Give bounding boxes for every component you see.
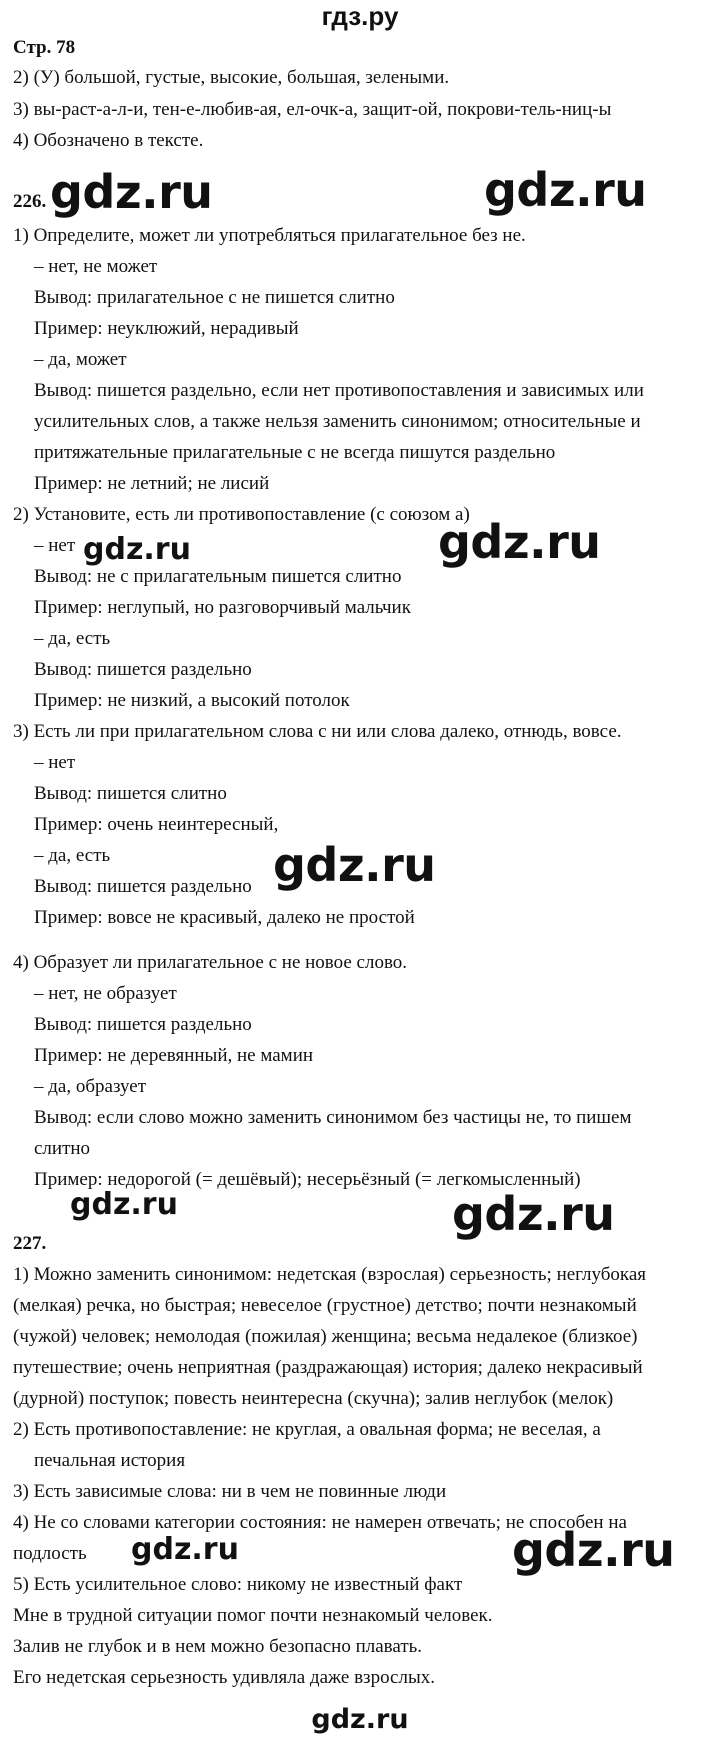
text-line: притяжательные прилагательные с не всегда пишутся раздельно <box>34 442 556 463</box>
exercise-number-226: 226. <box>13 191 47 212</box>
text-line: Пример: неглупый, но разговорчивый мальчик <box>34 597 411 618</box>
text-line: Пример: недорогой (= дешёвый); несерьёзный (= легкомысленный) <box>34 1169 581 1190</box>
text-line: слитно <box>34 1138 91 1159</box>
text-line: 1) Определите, может ли употребляться прилагательное без не. <box>13 225 526 246</box>
text-line: Пример: не деревянный, не мамин <box>34 1045 314 1066</box>
text-line: Пример: не низкий, а высокий потолок <box>34 690 350 711</box>
watermark: gdz.ru <box>273 838 436 892</box>
text-line: 2) Есть противопоставление: не круглая, а овальная форма; не веселая, а <box>13 1419 601 1440</box>
text-line: – нет <box>34 752 76 773</box>
text-line: – нет, не может <box>34 256 158 277</box>
page-reference: Стр. 78 <box>13 37 76 58</box>
text-line: – да, может <box>34 349 127 370</box>
text-line: – да, есть <box>34 628 111 649</box>
text-line: Вывод: пишется раздельно, если нет противопоставления и зависимых или <box>34 380 644 401</box>
text-line: – нет <box>34 535 76 556</box>
text-line: Вывод: пишется слитно <box>34 783 227 804</box>
text-line: 2) (У) большой, густые, высокие, большая, зелеными. <box>13 67 450 88</box>
text-line: Залив не глубок и в нем можно безопасно плавать. <box>13 1636 423 1657</box>
text-line: 2) Установите, есть ли противопоставление (с союзом а) <box>13 504 470 525</box>
text-line: (чужой) человек; немолодая (пожилая) женщина; весьма недалекое (близкое) <box>13 1326 638 1347</box>
watermark: gdz.ru <box>452 1187 615 1241</box>
text-line: печальная история <box>34 1450 186 1471</box>
text-line: подлость <box>13 1543 87 1564</box>
text-line: – да, образует <box>34 1076 147 1097</box>
text-line: усилительных слов, а также нельзя заменить синонимом; относительные и <box>34 411 641 432</box>
text-line: Вывод: не с прилагательным пишется слитно <box>34 566 402 587</box>
watermark: gdz.ru <box>50 165 213 219</box>
site-footer: gdz.ru <box>311 1704 409 1735</box>
watermark: gdz.ru <box>512 1523 675 1577</box>
text-line: 1) Можно заменить синонимом: недетская (взрослая) серьезность; неглубокая <box>13 1264 647 1285</box>
text-line: путешествие; очень неприятная (раздражающая) история; далеко некрасивый <box>13 1357 643 1378</box>
text-line: Вывод: если слово можно заменить синонимом без частицы не, то пишем <box>34 1107 632 1128</box>
text-line: Пример: вовсе не красивый, далеко не простой <box>34 907 415 928</box>
watermark: gdz.ru <box>83 532 191 567</box>
text-line: 5) Есть усилительное слово: никому не известный факт <box>13 1574 463 1595</box>
text-line: – нет, не образует <box>34 983 177 1004</box>
text-line: Вывод: прилагательное с не пишется слитно <box>34 287 395 308</box>
text-line: Пример: очень неинтересный, <box>34 814 279 835</box>
text-line: (мелкая) речка, но быстрая; невеселое (грустное) детство; почти незнакомый <box>13 1295 637 1316</box>
text-line: Мне в трудной ситуации помог почти незнакомый человек. <box>13 1605 493 1626</box>
watermark: gdz.ru <box>70 1187 178 1222</box>
watermark: gdz.ru <box>131 1532 239 1567</box>
text-line: 3) Есть ли при прилагательном слова с ни или слова далеко, отнюдь, вовсе. <box>13 721 622 742</box>
watermark: gdz.ru <box>438 515 601 569</box>
text-line: – да, есть <box>34 845 111 866</box>
text-line: Вывод: пишется раздельно <box>34 1014 252 1035</box>
text-line: 3) вы-раст-а-л-и, тен-е-любив-ая, ел-очк-а, защит-ой, покрови-тель-ниц-ы <box>13 99 612 120</box>
text-line: 4) Образует ли прилагательное с не новое слово. <box>13 952 408 973</box>
text-line: 4) Не со словами категории состояния: не намерен отвечать; не способен на <box>13 1512 627 1533</box>
text-line: Пример: неуклюжий, нерадивый <box>34 318 299 339</box>
text-line: Вывод: пишется раздельно <box>34 659 252 680</box>
text-line: Пример: не летний; не лисий <box>34 473 270 494</box>
exercise-number-227: 227. <box>13 1233 47 1254</box>
text-line: (дурной) поступок; повесть неинтересна (скучна); залив неглубок (мелок) <box>13 1388 614 1409</box>
site-header: гдз.ру <box>321 1 399 31</box>
text-line: Его недетская серьезность удивляла даже взрослых. <box>13 1667 435 1688</box>
text-line: 3) Есть зависимые слова: ни в чем не повинные люди <box>13 1481 447 1502</box>
text-line: Вывод: пишется раздельно <box>34 876 252 897</box>
watermark: gdz.ru <box>484 163 647 217</box>
text-line: 4) Обозначено в тексте. <box>13 130 204 151</box>
